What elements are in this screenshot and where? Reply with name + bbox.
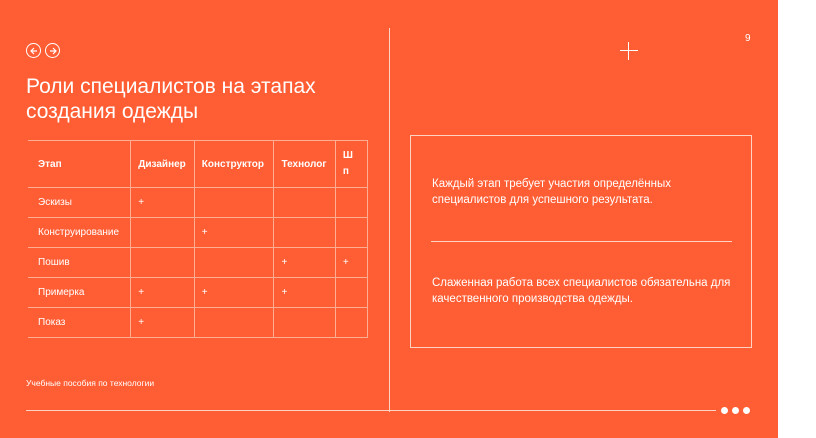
table-header-row	[28, 141, 368, 188]
info-box	[410, 135, 752, 348]
info-divider	[431, 241, 732, 242]
dot	[743, 407, 750, 414]
table-cell: +	[194, 278, 274, 308]
arrow-left-icon	[29, 46, 39, 56]
table-row	[28, 308, 368, 338]
table-cell: Пошив	[28, 248, 131, 278]
table-cell	[335, 218, 367, 248]
table-cell	[274, 218, 335, 248]
slide-title: Роли специалистов на этапах создания одежды	[26, 75, 316, 123]
table-cell	[274, 308, 335, 338]
dots-icon[interactable]	[721, 407, 750, 414]
table-cell	[131, 218, 195, 248]
dot	[732, 407, 739, 414]
table-cell: Показ	[28, 308, 131, 338]
table-row	[28, 218, 368, 248]
header-constructor: Конструктор	[194, 141, 274, 188]
table-cell: Примерка	[28, 278, 131, 308]
table-cell	[194, 248, 274, 278]
table-cell: +	[131, 188, 195, 218]
table-cell	[335, 188, 367, 218]
table-cell: +	[194, 218, 274, 248]
roles-table	[28, 140, 368, 338]
header-stage: Этап	[28, 141, 131, 188]
dot	[721, 407, 728, 414]
vertical-divider	[389, 28, 390, 412]
arrow-right-icon	[48, 46, 58, 56]
table-cell	[131, 248, 195, 278]
table-cell: Эскизы	[28, 188, 131, 218]
roles-table-container	[28, 140, 368, 338]
horizontal-divider	[26, 410, 716, 411]
footer-text: Учебные пособия по технологии	[26, 378, 155, 388]
table-cell	[194, 308, 274, 338]
table-cell	[335, 308, 367, 338]
table-cell: +	[131, 308, 195, 338]
page-number: 9	[745, 33, 751, 44]
next-slide-button[interactable]	[45, 43, 60, 58]
table-cell: +	[335, 248, 367, 278]
table-cell	[194, 188, 274, 218]
table-row	[28, 188, 368, 218]
table-row	[28, 278, 368, 308]
table-cell	[274, 188, 335, 218]
table-cell: +	[131, 278, 195, 308]
header-designer: Дизайнер	[131, 141, 195, 188]
table-cell	[335, 278, 367, 308]
header-technologist: Технолог	[274, 141, 335, 188]
prev-slide-button[interactable]	[26, 43, 41, 58]
table-row	[28, 248, 368, 278]
header-truncated: Ш п	[335, 141, 367, 188]
table-cell: +	[274, 278, 335, 308]
plus-icon	[620, 42, 638, 60]
info-text-1: Каждый этап требует участия определённых специалистов для успешного результата.	[432, 178, 672, 206]
table-cell: +	[274, 248, 335, 278]
table-cell: Конструирование	[28, 218, 131, 248]
slide-navigation	[26, 43, 60, 58]
info-text-2: Слаженная работа всех специалистов обязательна для качественного производства одежды.	[432, 277, 731, 305]
